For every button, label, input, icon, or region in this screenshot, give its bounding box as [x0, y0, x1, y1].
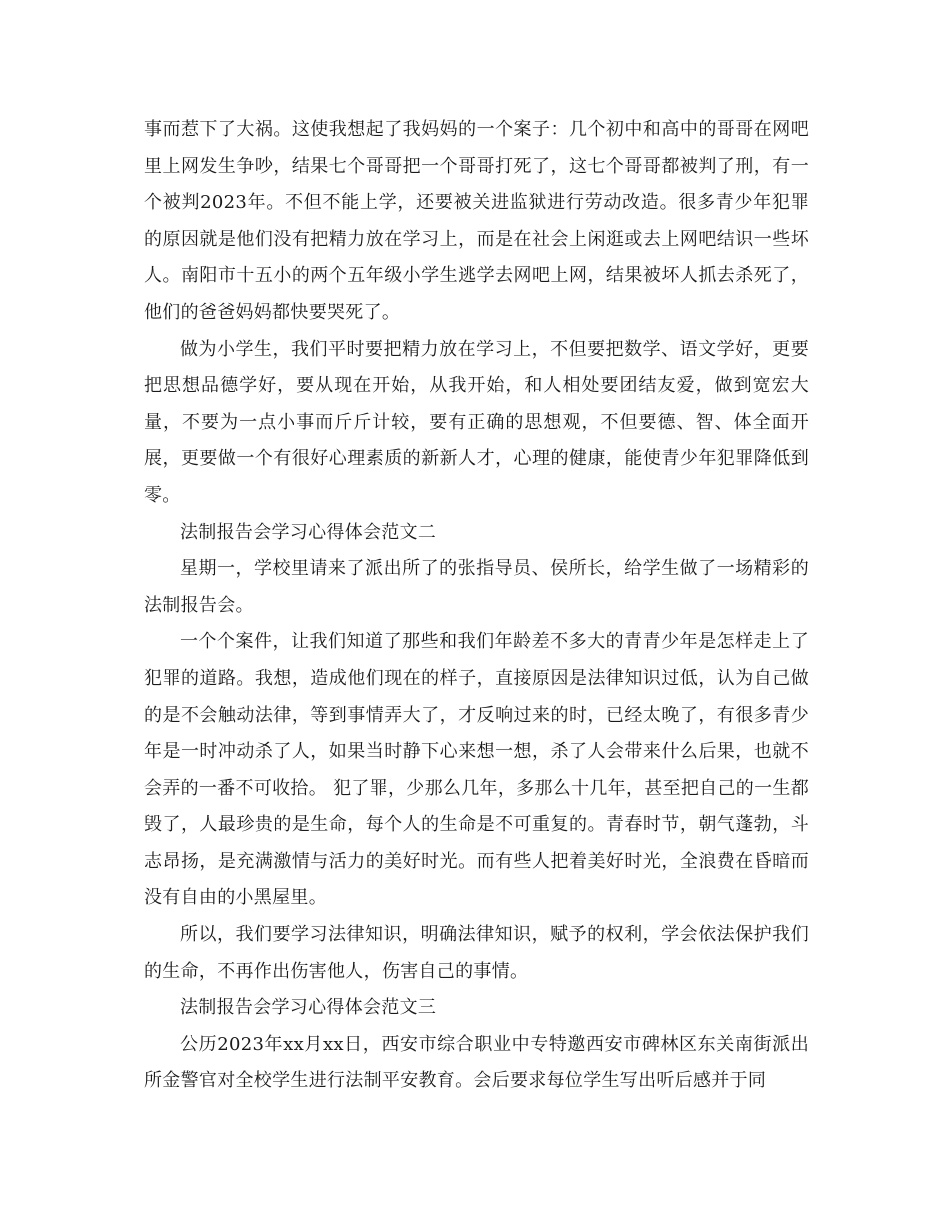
paragraph-monday-report: 星期一，学校里请来了派出所了的张指导员、侯所长，给学生做了一场精彩的法制报告会。 [144, 558, 809, 616]
section-heading-essay-two: 法制报告会学习心得体会范文二 [180, 521, 437, 543]
document-body [144, 112, 809, 1100]
paragraph-cases-reflection: 一个个案件，让我们知道了那些和我们年龄差不多大的青青少年是怎样走上了犯罪的道路。我想，造成他们现在的样子，直接原因是法律知识过低，认为自己做的是不会触动法律，等到事情弄大了，才反响过来的时，已经太晚了，有很多青少年是一时冲动杀了人，如果当时静下心来想一想，杀了人会带来什么后果，也就不会弄的一番不可收拾。 犯了罪，少那么几年，多那么十几年，甚至把自己的一生都毁了，人最珍贵的是生命，每个人的生命是不可重复的。青春时节，朝气蓬勃，斗志昂扬，是充满激情与活力的美好时光。而有些人把着美好时光，全浪费在昏暗而没有自由的小黑屋里。 [144, 631, 809, 909]
paragraph-student-advice: 做为小学生，我们平时要把精力放在学习上，不但要把数学、语文学好，更要把思想品德学好，要从现在开始，从我开始，和人相处要团结友爱，做到宽宏大量，不要为一点小事而斤斤计较，要有正确的思想观，不但要德、智、体全面开展，更要做一个有很好心理素质的新新人才，心理的健康，能使青少年犯罪降低到零。 [144, 338, 809, 506]
paragraph-xian-education: 公历2023年xx月xx日，西安市综合职业中专特邀西安市碑林区东关南街派出所金警官对全校学生进行法制平安教育。会后要求每位学生写出听后感并于同 [144, 1033, 809, 1092]
paragraph-case-story: 事而惹下了大祸。这使我想起了我妈妈的一个案子：几个初中和高中的哥哥在网吧里上网发生争吵，结果七个哥哥把一个哥哥打死了，这七个哥哥都被判了刑，有一个被判2023年。不但不能上学，还要被关进监狱进行劳动改造。很多青少年犯罪的原因就是他们没有把精力放在学习上，而是在社会上闲逛或去上网吧结识一些坏人。南阳市十五小的两个五年级小学生逃学去网吧上网，结果被坏人抓去杀死了，他们的爸爸妈妈都快要哭死了。 [144, 119, 809, 323]
paragraph-conclusion: 所以，我们要学习法律知识，明确法律知识，赋予的权利，学会依法保护我们的生命，不再作出伤害他人，伤害自己的事情。 [144, 924, 809, 982]
section-heading-essay-three: 法制报告会学习心得体会范文三 [180, 997, 437, 1019]
